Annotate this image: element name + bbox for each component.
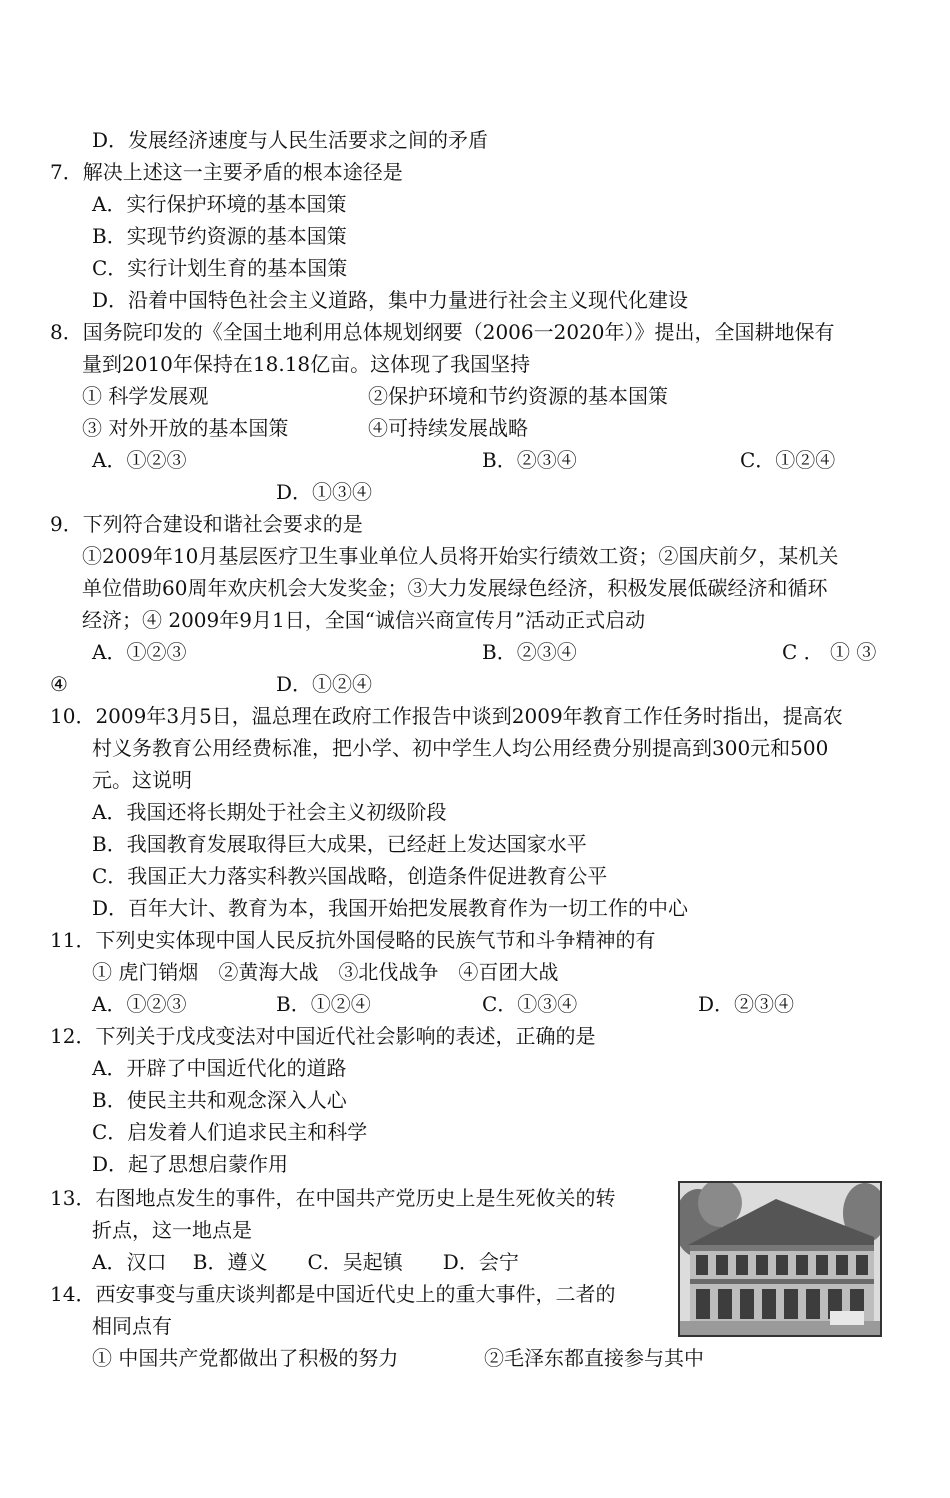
- q11-items: ① 虎门销烟 ②黄海大战 ③北伐战争 ④百团大战: [92, 960, 559, 984]
- q14-stem-line1: 14．西安事变与重庆谈判都是中国近代史上的重大事件，二者的: [50, 1282, 616, 1306]
- q9-material-line1: ①2009年10月基层医疗卫生事业单位人员将开始实行绩效工资；②国庆前夕，某机关: [82, 544, 839, 568]
- q11-option-c: C．①③④: [482, 992, 578, 1016]
- q13-stem-line1: 13．右图地点发生的事件，在中国共产党历史上是生死攸关的转: [50, 1186, 616, 1210]
- q12-option-b: B．使民主共和观念深入人心: [92, 1088, 347, 1112]
- q11-option-d: D．②③④: [698, 992, 795, 1016]
- q8-option-a: A．①②③: [92, 448, 187, 472]
- q8-option-b: B．②③④: [482, 448, 577, 472]
- building-illustration: [680, 1183, 880, 1335]
- q12-option-c: C．启发着人们追求民主和科学: [92, 1120, 368, 1144]
- q7-option-a: A．实行保护环境的基本国策: [92, 192, 347, 216]
- q10-option-d: D．百年大计、教育为本，我国开始把发展教育作为一切工作的中心: [92, 896, 689, 920]
- q12-stem: 12．下列关于戊戌变法对中国近代社会影响的表述，正确的是: [50, 1024, 596, 1048]
- building-photo: [678, 1181, 882, 1337]
- q10-option-c: C．我国正大力落实科教兴国战略，创造条件促进教育公平: [92, 864, 608, 888]
- q9-option-b: B．②③④: [482, 640, 577, 664]
- q7-option-b: B．实现节约资源的基本国策: [92, 224, 347, 248]
- q14-item-1: ① 中国共产党都做出了积极的努力: [92, 1346, 399, 1370]
- q8-stem-line2: 量到2010年保持在18.18亿亩。这体现了我国坚持: [82, 352, 531, 376]
- q13-options: A．汉口 B．遵义 C．吴起镇 D．会宁: [92, 1250, 519, 1274]
- q7-stem: 7．解决上述这一主要矛盾的根本途径是: [50, 160, 403, 184]
- q7-option-d: D．沿着中国特色社会主义道路，集中力量进行社会主义现代化建设: [92, 288, 689, 312]
- q9-option-c-wrap: ④: [50, 672, 68, 696]
- q9-option-a: A．①②③: [92, 640, 187, 664]
- q8-option-c: C．①②④: [740, 448, 836, 472]
- q8-item-4: ④可持续发展战略: [368, 416, 528, 440]
- q11-option-a: A．①②③: [92, 992, 187, 1016]
- q10-stem-line2: 村义务教育公用经费标准，把小学、初中学生人均公用经费分别提高到300元和500: [92, 736, 829, 760]
- q10-stem-line1: 10．2009年3月5日，温总理在政府工作报告中谈到2009年教育工作任务时指出，提高农: [50, 704, 843, 728]
- q8-item-2: ②保护环境和节约资源的基本国策: [368, 384, 668, 408]
- q13-stem-line2: 折点，这一地点是: [92, 1218, 252, 1242]
- q8-item-1: ① 科学发展观: [82, 384, 209, 408]
- q8-stem-line1: 8．国务院印发的《全国土地利用总体规划纲要（2006一2020年）》提出，全国耕地保有: [50, 320, 835, 344]
- q11-stem: 11．下列史实体现中国人民反抗外国侵略的民族气节和斗争精神的有: [50, 928, 656, 952]
- q9-material-line3: 经济；④ 2009年9月1日，全国“诚信兴商宣传月”活动正式启动: [82, 608, 646, 632]
- q8-item-3: ③ 对外开放的基本国策: [82, 416, 289, 440]
- q11-option-b: B．①②④: [276, 992, 371, 1016]
- q9-stem: 9．下列符合建设和谐社会要求的是: [50, 512, 363, 536]
- q12-option-a: A．开辟了中国近代化的道路: [92, 1056, 347, 1080]
- q9-option-d: D．①②④: [276, 672, 373, 696]
- q8-option-d: D．①③④: [276, 480, 373, 504]
- q14-stem-line2: 相同点有: [92, 1314, 172, 1338]
- q12-option-d: D．起了思想启蒙作用: [92, 1152, 289, 1176]
- q10-option-a: A．我国还将长期处于社会主义初级阶段: [92, 800, 447, 824]
- q9-material-line2: 单位借助60周年欢庆机会大发奖金；③大力发展绿色经济，积极发展低碳经济和循环: [82, 576, 828, 600]
- q7-option-c: C．实行计划生育的基本国策: [92, 256, 348, 280]
- q9-option-c: C ． ① ③: [782, 640, 877, 664]
- q14-item-2: ②毛泽东都直接参与其中: [484, 1346, 704, 1370]
- q10-option-b: B．我国教育发展取得巨大成果，已经赶上发达国家水平: [92, 832, 587, 856]
- q6-option-d: D．发展经济速度与人民生活要求之间的矛盾: [92, 128, 489, 152]
- q10-stem-line3: 元。这说明: [92, 768, 192, 792]
